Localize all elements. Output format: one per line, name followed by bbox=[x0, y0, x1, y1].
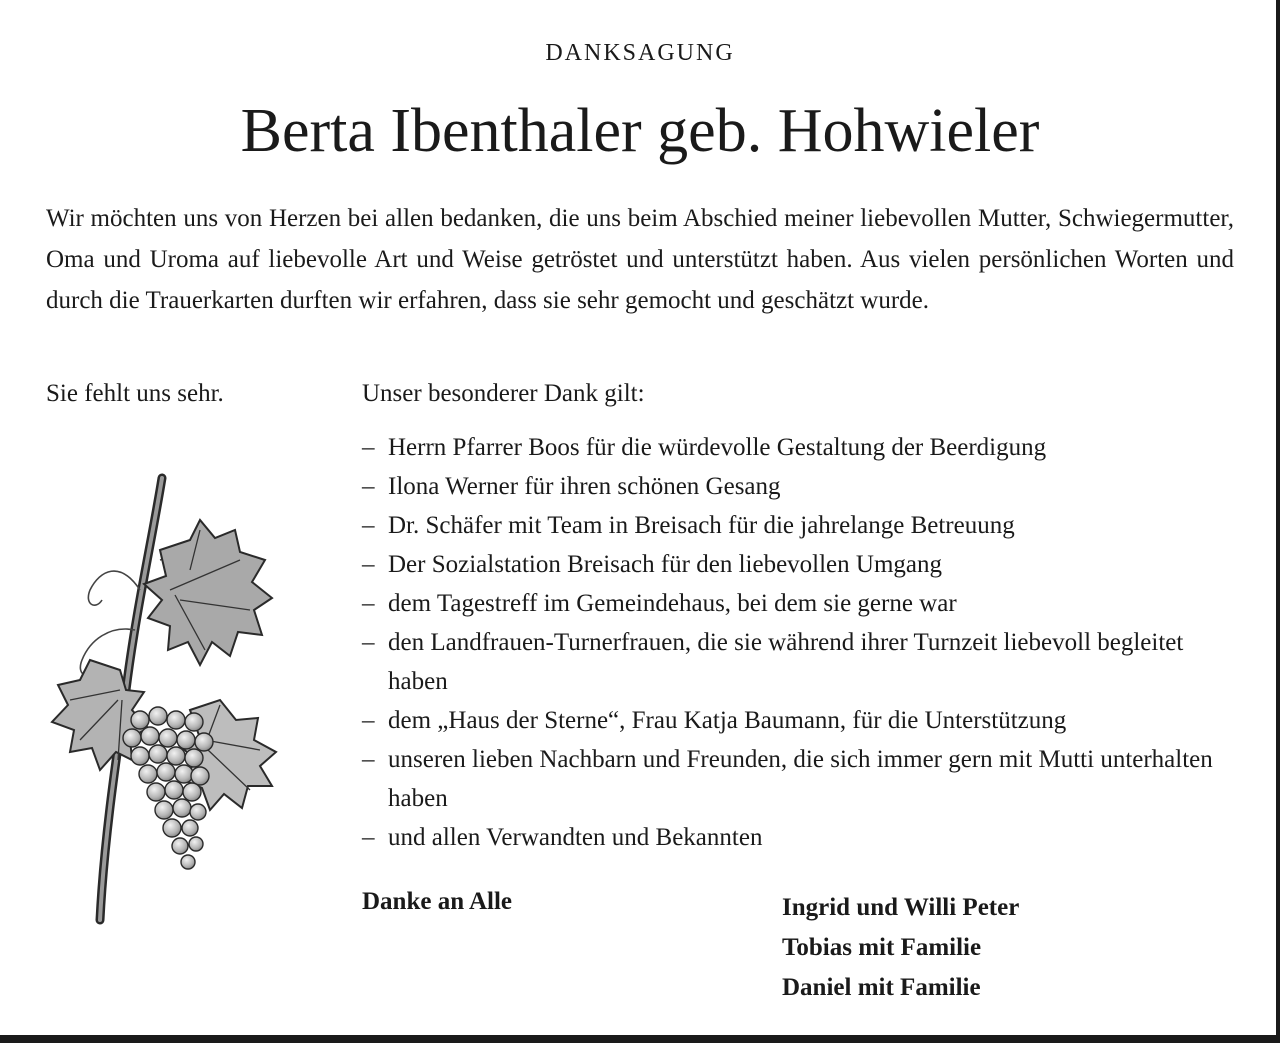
dash-bullet: – bbox=[362, 707, 375, 734]
list-item bbox=[362, 623, 1242, 701]
list-item bbox=[362, 545, 1242, 584]
dash-bullet: – bbox=[362, 434, 375, 461]
dash-bullet: – bbox=[362, 629, 375, 656]
list-item bbox=[362, 818, 1242, 857]
deceased-name: Berta Ibenthaler geb. Hohwieler bbox=[240, 97, 1040, 165]
list-item bbox=[362, 701, 1242, 740]
list-item bbox=[362, 428, 1242, 467]
dash-bullet: – bbox=[362, 551, 375, 578]
dash-bullet: – bbox=[362, 746, 375, 773]
list-item bbox=[362, 467, 1242, 506]
signer: Ingrid und Willi Peter bbox=[782, 894, 1020, 921]
list-item-text: und allen Verwandten und Bekannten bbox=[388, 824, 763, 851]
left-note: Sie fehlt uns sehr. bbox=[46, 380, 224, 407]
closing-line: Danke an Alle bbox=[362, 888, 513, 915]
list-item-text: Herrn Pfarrer Boos für die würdevolle Gestaltung der Beerdigung bbox=[388, 434, 1047, 461]
list-item-text: Ilona Werner für ihren schönen Gesang bbox=[388, 473, 781, 500]
thanks-heading: Unser besonderer Dank gilt: bbox=[362, 380, 645, 407]
list-item-text: Dr. Schäfer mit Team in Breisach für die jahrelange Betreuung bbox=[388, 512, 1015, 539]
signers-list bbox=[782, 888, 1019, 1008]
grapevine-icon bbox=[40, 460, 290, 930]
list-item-text: dem „Haus der Sterne“, Frau Katja Baumann, für die Unterstützung bbox=[388, 707, 1067, 734]
list-item-text: unseren lieben Nachbarn und Freunden, die sich immer gern mit Mutti unterhalten haben bbox=[388, 746, 1213, 812]
intro-paragraph: Wir möchten uns von Herzen bei allen bedanken, die uns beim Abschied meiner liebevollen Mutter, Schwiegermutter, Oma und Uroma auf liebevolle Art und Weise getröstet und unterstützt haben. Aus vielen persönlichen Worten und durch die Trauerkarten durften wir erfahren, dass sie sehr gemocht und geschätzt wurde. bbox=[46, 205, 1234, 314]
thanks-list bbox=[362, 428, 1242, 857]
list-item bbox=[362, 584, 1242, 623]
dash-bullet: – bbox=[362, 512, 375, 539]
signer: Daniel mit Familie bbox=[782, 974, 981, 1001]
dash-bullet: – bbox=[362, 824, 375, 851]
list-item bbox=[362, 740, 1242, 818]
signer: Tobias mit Familie bbox=[782, 934, 982, 961]
dash-bullet: – bbox=[362, 473, 375, 500]
list-item-text: dem Tagestreff im Gemeindehaus, bei dem sie gerne war bbox=[388, 590, 957, 617]
dash-bullet: – bbox=[362, 590, 375, 617]
list-item-text: den Landfrauen-Turnerfrauen, die sie während ihrer Turnzeit liebevoll begleitet haben bbox=[388, 629, 1184, 695]
list-item bbox=[362, 506, 1242, 545]
notice-caption: DANKSAGUNG bbox=[545, 40, 735, 66]
list-item-text: Der Sozialstation Breisach für den liebevollen Umgang bbox=[388, 551, 943, 578]
